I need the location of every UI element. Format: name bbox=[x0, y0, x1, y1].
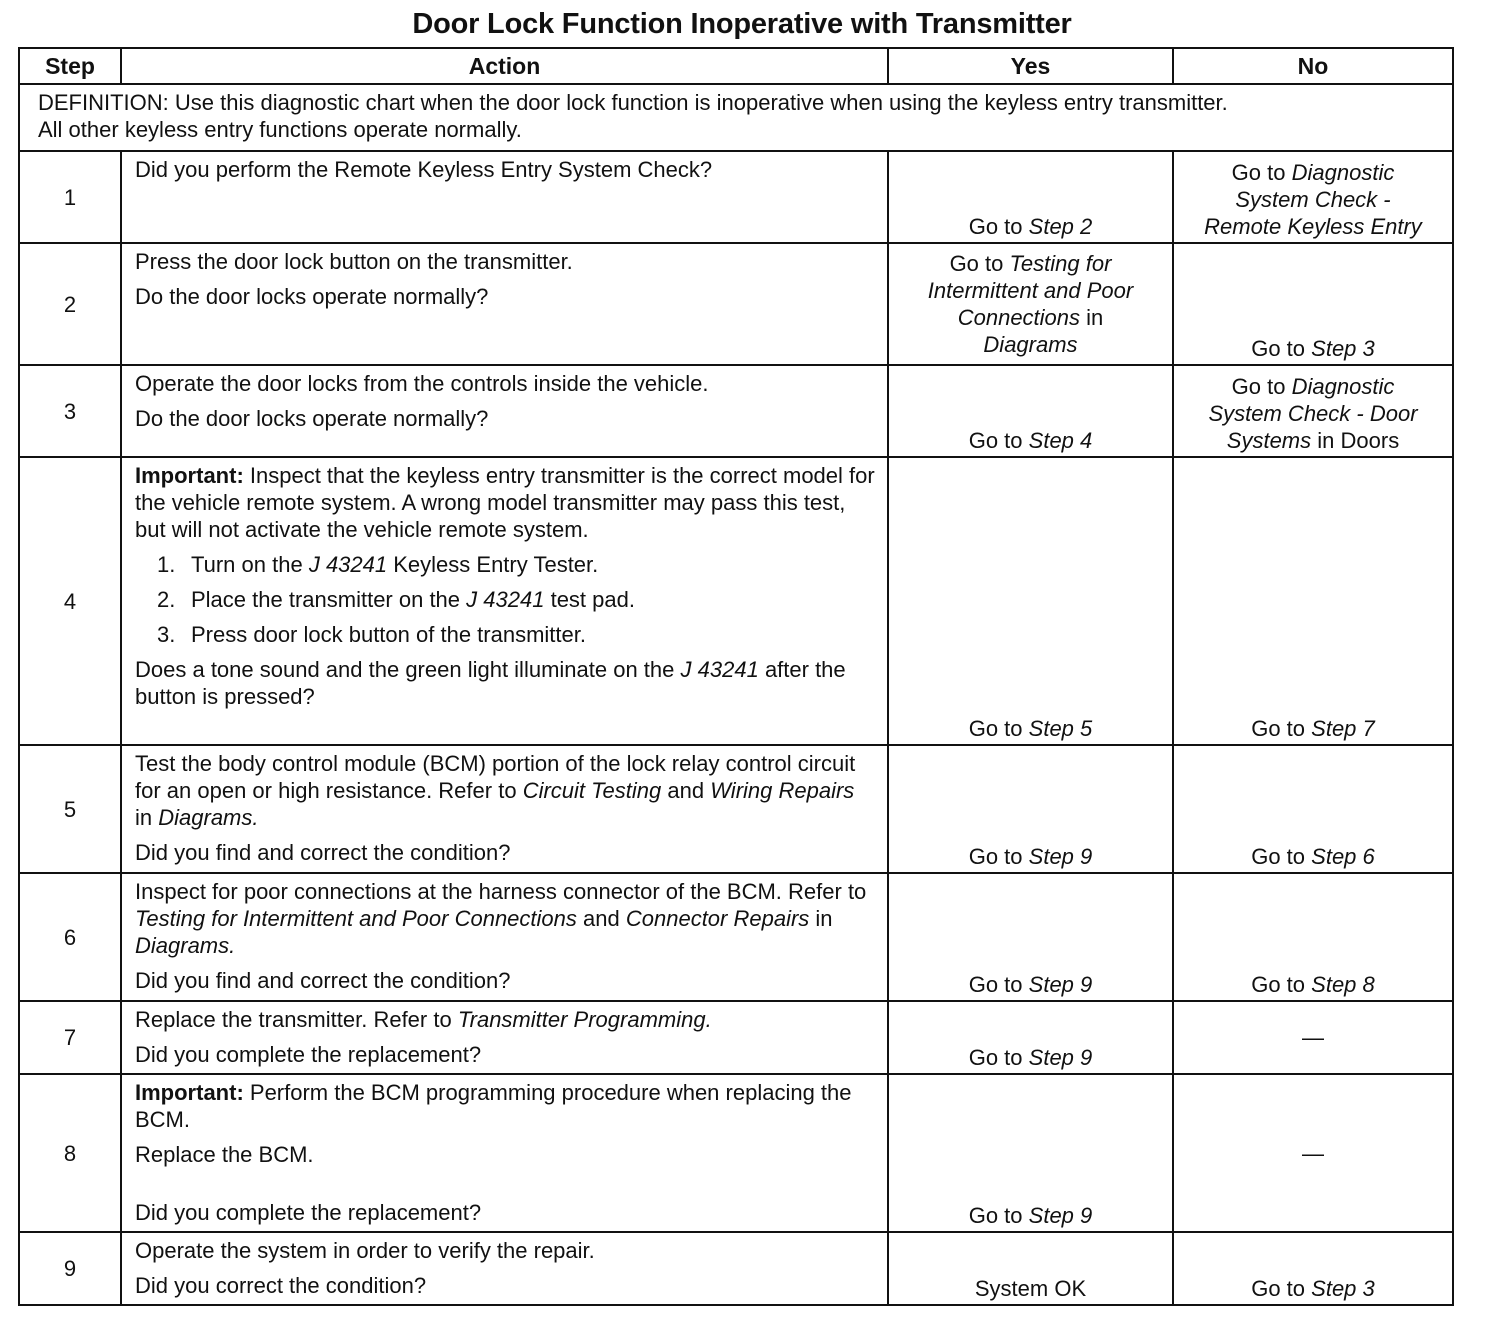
doc-reference: System Check - Door bbox=[1208, 401, 1418, 426]
step-action bbox=[121, 243, 888, 365]
action-text: Replace the BCM. bbox=[135, 1142, 314, 1167]
action-text: Replace the transmitter. Refer to Transmitter Programming. bbox=[135, 1007, 712, 1032]
go-to-label: Go to bbox=[1251, 1276, 1306, 1301]
doc-reference: Circuit Testing bbox=[522, 778, 662, 803]
go-to-label: Go to bbox=[1251, 972, 1306, 997]
result-text: System OK bbox=[974, 1276, 1087, 1301]
step-number: 6 bbox=[19, 873, 121, 1001]
doc-reference: Testing for bbox=[1009, 251, 1112, 276]
step-action bbox=[121, 745, 888, 873]
yes-cell bbox=[888, 457, 1173, 745]
table-row bbox=[19, 151, 1453, 243]
tool-reference: J 43241 bbox=[466, 587, 545, 612]
no-cell bbox=[1173, 243, 1453, 365]
no-cell bbox=[1173, 1001, 1453, 1074]
step-reference: Step 9 bbox=[1028, 972, 1093, 997]
step-reference: Step 4 bbox=[1028, 428, 1093, 453]
go-to-label: Go to bbox=[1231, 160, 1286, 185]
important-note bbox=[135, 462, 877, 543]
step-reference: Step 5 bbox=[1028, 716, 1093, 741]
doc-reference: Diagnostic bbox=[1291, 374, 1395, 399]
doc-reference: Testing for Intermittent and Poor Connections bbox=[135, 906, 577, 931]
go-to-label: Go to bbox=[968, 716, 1023, 741]
go-to-label: Go to bbox=[949, 251, 1004, 276]
important-label: Important: bbox=[135, 1080, 244, 1105]
question-text: Does a tone sound and the green light illuminate on the J 43241 after the button is pressed? bbox=[135, 657, 846, 709]
chart-title: Door Lock Function Inoperative with Transmitter bbox=[412, 8, 1072, 40]
step-number: 5 bbox=[19, 745, 121, 873]
go-to-label: Go to bbox=[1251, 336, 1306, 361]
go-to-label: Go to bbox=[968, 972, 1023, 997]
header-step: Step bbox=[19, 48, 121, 84]
step-action bbox=[121, 1001, 888, 1074]
step-action bbox=[121, 873, 888, 1001]
step-number: 9 bbox=[19, 1232, 121, 1305]
important-text: Inspect that the keyless entry transmitter is the correct model for the vehicle remote system. A wrong model transmitter may pass this test, but will not activate the vehicle remote system. bbox=[135, 463, 875, 542]
table-row bbox=[19, 745, 1453, 873]
step-number: 2 bbox=[19, 243, 121, 365]
step-number: 7 bbox=[19, 1001, 121, 1074]
definition-row bbox=[19, 84, 1453, 151]
no-cell bbox=[1173, 873, 1453, 1001]
table-row bbox=[19, 365, 1453, 457]
question-text: Did you complete the replacement? bbox=[135, 1200, 482, 1225]
question-text: Do the door locks operate normally? bbox=[135, 284, 489, 309]
action-text: Operate the system in order to verify the repair. bbox=[135, 1238, 595, 1263]
list-item: 1. Turn on the J 43241 Keyless Entry Tester. bbox=[157, 552, 599, 577]
question-text: Did you complete the replacement? bbox=[135, 1042, 482, 1067]
table-row bbox=[19, 1232, 1453, 1305]
tool-reference: J 43241 bbox=[680, 657, 759, 682]
step-reference: Step 3 bbox=[1311, 1276, 1375, 1301]
step-reference: Step 2 bbox=[1028, 214, 1093, 239]
question-text: Did you find and correct the condition? bbox=[135, 968, 511, 993]
step-number: 3 bbox=[19, 365, 121, 457]
no-cell bbox=[1173, 745, 1453, 873]
tool-reference: J 43241 bbox=[308, 552, 388, 577]
doc-reference: Intermittent and Poor bbox=[927, 278, 1134, 303]
yes-cell bbox=[888, 243, 1173, 365]
in-label: in bbox=[1317, 428, 1335, 453]
go-to-label: Go to bbox=[1251, 844, 1306, 869]
action-text: Test the body control module (BCM) portion of the lock relay control circuit for an open or high resistance. Refer to Circuit Testing and Wiring Repairs in Diagrams. bbox=[135, 751, 856, 830]
list-item: 2. Place the transmitter on the J 43241 test pad. bbox=[157, 587, 635, 612]
go-to-label: Go to bbox=[968, 1045, 1023, 1070]
action-text: Inspect for poor connections at the harness connector of the BCM. Refer to Testing for Intermittent and Poor Connections and Connector Repairs in Diagrams. bbox=[135, 879, 867, 958]
step-reference: Step 8 bbox=[1311, 972, 1375, 997]
procedure-list bbox=[135, 551, 877, 648]
action-text: Did you perform the Remote Keyless Entry System Check? bbox=[135, 157, 713, 182]
definition-line-2: All other keyless entry functions operate normally. bbox=[38, 117, 522, 142]
header-yes: Yes bbox=[888, 48, 1173, 84]
doc-reference: Remote Keyless Entry bbox=[1204, 214, 1422, 239]
yes-cell bbox=[888, 151, 1173, 243]
go-to-label: Go to bbox=[1231, 374, 1286, 399]
step-reference: Step 6 bbox=[1311, 844, 1375, 869]
yes-cell bbox=[888, 1001, 1173, 1074]
step-reference: Step 9 bbox=[1028, 1203, 1093, 1228]
definition-line-1: DEFINITION: Use this diagnostic chart when the door lock function is inoperative when using the keyless entry transmitter. bbox=[38, 90, 1228, 115]
doc-reference: Transmitter Programming. bbox=[457, 1007, 712, 1032]
important-text: Perform the BCM programming procedure when replacing the BCM. bbox=[135, 1080, 852, 1132]
no-cell bbox=[1173, 151, 1453, 243]
not-applicable-dash: — bbox=[1302, 1025, 1324, 1050]
step-reference: Step 9 bbox=[1028, 1045, 1093, 1070]
header-row bbox=[19, 48, 1453, 84]
no-cell bbox=[1173, 1074, 1453, 1232]
action-text: Press the door lock button on the transmitter. bbox=[135, 249, 573, 274]
important-label: Important: bbox=[135, 463, 244, 488]
no-cell bbox=[1173, 365, 1453, 457]
yes-cell bbox=[888, 873, 1173, 1001]
question-text: Do the door locks operate normally? bbox=[135, 406, 489, 431]
no-cell bbox=[1173, 457, 1453, 745]
go-to-label: Go to bbox=[968, 844, 1023, 869]
step-number: 1 bbox=[19, 151, 121, 243]
step-action bbox=[121, 1074, 888, 1232]
doc-reference: Diagrams. bbox=[158, 805, 259, 830]
doc-reference: Diagrams. bbox=[135, 933, 236, 958]
table-row bbox=[19, 1074, 1453, 1232]
diagnostic-table bbox=[18, 47, 1454, 1306]
definition-cell bbox=[19, 84, 1453, 151]
yes-cell bbox=[888, 745, 1173, 873]
doc-section: Doors bbox=[1340, 428, 1400, 453]
doc-reference: Wiring Repairs bbox=[710, 778, 855, 803]
question-text: Did you correct the condition? bbox=[135, 1273, 427, 1298]
header-no: No bbox=[1173, 48, 1453, 84]
doc-reference: Connections bbox=[957, 305, 1081, 330]
header-action: Action bbox=[121, 48, 888, 84]
in-label: in bbox=[1086, 305, 1104, 330]
yes-cell bbox=[888, 1232, 1173, 1305]
yes-cell bbox=[888, 1074, 1173, 1232]
doc-reference: Diagrams bbox=[983, 332, 1078, 357]
not-applicable-dash: — bbox=[1302, 1140, 1324, 1166]
list-item: 3. Press door lock button of the transmitter. bbox=[157, 622, 586, 647]
go-to-label: Go to bbox=[1251, 716, 1306, 741]
table-row bbox=[19, 243, 1453, 365]
action-text: Operate the door locks from the controls inside the vehicle. bbox=[135, 371, 709, 396]
yes-cell bbox=[888, 365, 1173, 457]
step-action bbox=[121, 1232, 888, 1305]
go-to-label: Go to bbox=[968, 1203, 1023, 1228]
go-to-label: Go to bbox=[968, 428, 1023, 453]
question-text: Did you find and correct the condition? bbox=[135, 840, 511, 865]
step-number: 4 bbox=[19, 457, 121, 745]
doc-reference: Connector Repairs bbox=[625, 906, 810, 931]
step-action bbox=[121, 365, 888, 457]
table-row bbox=[19, 873, 1453, 1001]
step-action bbox=[121, 457, 888, 745]
step-number: 8 bbox=[19, 1074, 121, 1232]
step-reference: Step 3 bbox=[1311, 336, 1375, 361]
table-row bbox=[19, 457, 1453, 745]
step-action bbox=[121, 151, 888, 243]
no-cell bbox=[1173, 1232, 1453, 1305]
doc-reference: System Check - bbox=[1235, 187, 1391, 212]
doc-reference: Diagnostic bbox=[1291, 160, 1395, 185]
step-reference: Step 9 bbox=[1028, 844, 1093, 869]
doc-reference: Systems bbox=[1226, 428, 1312, 453]
important-note bbox=[135, 1079, 877, 1133]
go-to-label: Go to bbox=[968, 214, 1023, 239]
table-row bbox=[19, 1001, 1453, 1074]
step-reference: Step 7 bbox=[1311, 716, 1375, 741]
